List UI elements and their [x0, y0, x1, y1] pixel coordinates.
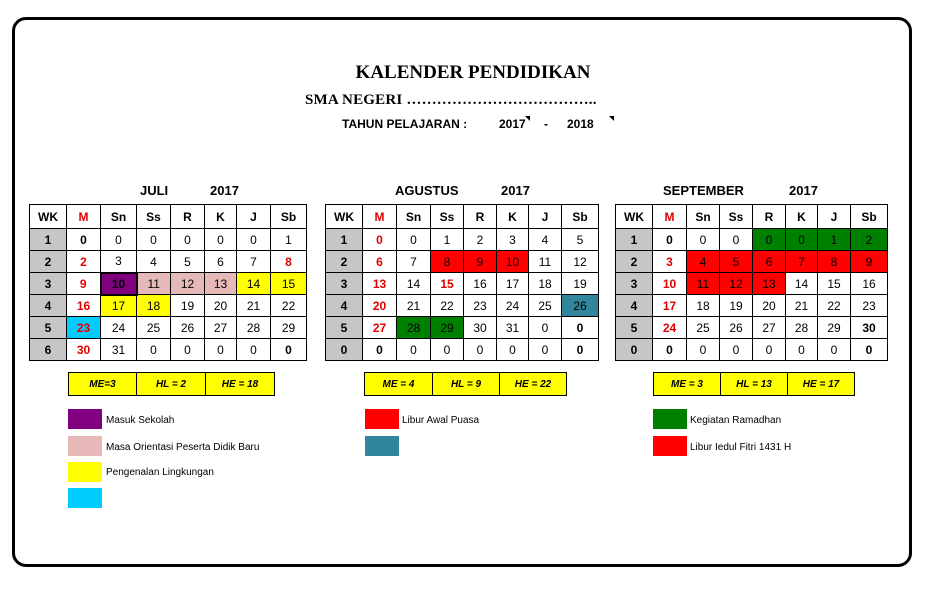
day-cell: 0	[562, 339, 599, 361]
day-header: J	[818, 205, 851, 229]
day-header: J	[237, 205, 271, 229]
week-number-cell: 4	[616, 295, 653, 317]
year-end: 2018	[567, 117, 594, 131]
day-cell: 0	[363, 339, 397, 361]
day-cell: 0	[529, 317, 562, 339]
day-cell: 9	[67, 273, 101, 295]
day-cell: 0	[653, 229, 687, 251]
day-cell: 7	[397, 251, 431, 273]
week-number-cell: 1	[30, 229, 67, 251]
day-cell: 0	[171, 229, 205, 251]
day-cell: 0	[720, 339, 753, 361]
month-year-september: 2017	[789, 183, 818, 198]
day-cell: 24	[497, 295, 529, 317]
day-cell: 2	[851, 229, 888, 251]
week-number-cell: 1	[326, 229, 363, 251]
week-number-cell: 1	[616, 229, 653, 251]
day-cell: 0	[397, 339, 431, 361]
day-cell: 25	[529, 295, 562, 317]
day-cell: 4	[137, 251, 171, 273]
day-cell: 16	[67, 295, 101, 317]
day-cell: 25	[137, 317, 171, 339]
day-cell: 13	[753, 273, 786, 295]
week-number-cell: 5	[616, 317, 653, 339]
day-cell: 27	[753, 317, 786, 339]
day-cell: 17	[101, 295, 137, 317]
day-cell: 30	[67, 339, 101, 361]
day-cell: 22	[271, 295, 307, 317]
week-number-cell: 0	[616, 339, 653, 361]
legend-mos: Masa Orientasi Peserta Didik Baru	[106, 442, 260, 453]
day-cell: 1	[818, 229, 851, 251]
summary-he: HE = 17	[788, 373, 855, 396]
day-cell: 10	[497, 251, 529, 273]
day-cell: 25	[687, 317, 720, 339]
day-cell: 27	[363, 317, 397, 339]
day-header: R	[753, 205, 786, 229]
day-cell: 0	[464, 339, 497, 361]
legend-swatch-cyan	[68, 488, 102, 508]
day-cell: 11	[137, 273, 171, 295]
day-cell: 7	[237, 251, 271, 273]
week-number-cell: 2	[326, 251, 363, 273]
year-dash: -	[544, 117, 548, 131]
day-cell: 26	[562, 295, 599, 317]
month-year-agustus: 2017	[501, 183, 530, 198]
day-cell: 29	[431, 317, 464, 339]
day-header: WK	[30, 205, 67, 229]
day-cell: 0	[171, 339, 205, 361]
day-cell: 4	[687, 251, 720, 273]
day-cell: 0	[205, 229, 237, 251]
legend-pengenalan: Pengenalan Lingkungan	[106, 467, 214, 478]
day-header: Ss	[720, 205, 753, 229]
legend-kegiatan-ramadhan: Kegiatan Ramadhan	[690, 415, 782, 426]
day-cell: 21	[786, 295, 818, 317]
summary-agustus	[364, 372, 567, 396]
legend-libur-iedul: Libur Iedul Fitri 1431 H	[690, 442, 792, 453]
day-cell: 15	[431, 273, 464, 295]
legend-swatch-teal	[365, 436, 399, 456]
week-number-cell: 2	[30, 251, 67, 273]
day-cell: 30	[464, 317, 497, 339]
day-cell: 18	[137, 295, 171, 317]
day-cell: 20	[753, 295, 786, 317]
day-cell: 5	[562, 229, 599, 251]
day-cell: 12	[171, 273, 205, 295]
calendar-agustus	[325, 204, 599, 361]
day-cell: 0	[786, 229, 818, 251]
day-cell: 0	[237, 229, 271, 251]
day-cell: 24	[653, 317, 687, 339]
day-cell: 0	[101, 229, 137, 251]
summary-me: ME=3	[69, 373, 137, 396]
legend-swatch-red	[365, 409, 399, 429]
week-number-cell: 5	[30, 317, 67, 339]
day-cell: 14	[237, 273, 271, 295]
calendar-september	[615, 204, 888, 361]
day-header: M	[363, 205, 397, 229]
day-cell: 1	[271, 229, 307, 251]
day-cell: 31	[101, 339, 137, 361]
day-header: WK	[326, 205, 363, 229]
day-cell: 2	[67, 251, 101, 273]
month-name-juli: JULI	[140, 183, 169, 198]
day-cell: 16	[851, 273, 888, 295]
day-cell: 17	[653, 295, 687, 317]
cell-comment-marker	[609, 116, 614, 121]
day-cell: 2	[464, 229, 497, 251]
day-header: Sn	[687, 205, 720, 229]
day-cell: 0	[431, 339, 464, 361]
calendar-juli	[29, 204, 307, 361]
day-header: Ss	[431, 205, 464, 229]
month-name-september: SEPTEMBER	[663, 183, 744, 198]
day-cell: 16	[464, 273, 497, 295]
day-header: R	[171, 205, 205, 229]
day-cell: 14	[786, 273, 818, 295]
day-cell: 5	[720, 251, 753, 273]
day-cell: 10	[101, 273, 137, 295]
day-cell: 0	[137, 339, 171, 361]
legend-swatch-pink	[68, 436, 102, 456]
day-cell: 22	[431, 295, 464, 317]
day-cell: 9	[464, 251, 497, 273]
day-header: R	[464, 205, 497, 229]
summary-he: HE = 18	[206, 373, 275, 396]
day-cell: 0	[397, 229, 431, 251]
day-cell: 5	[171, 251, 205, 273]
day-header: Sb	[851, 205, 888, 229]
day-cell: 0	[497, 339, 529, 361]
day-cell: 0	[237, 339, 271, 361]
day-cell: 0	[363, 229, 397, 251]
day-header: Sb	[271, 205, 307, 229]
summary-he: HE = 22	[500, 373, 567, 396]
day-cell: 0	[205, 339, 237, 361]
day-cell: 18	[687, 295, 720, 317]
day-cell: 31	[497, 317, 529, 339]
day-header: Sn	[101, 205, 137, 229]
day-header: Sb	[562, 205, 599, 229]
day-cell: 6	[753, 251, 786, 273]
day-cell: 0	[818, 339, 851, 361]
legend-swatch-yellow	[68, 462, 102, 482]
day-cell: 0	[67, 229, 101, 251]
day-cell: 27	[205, 317, 237, 339]
day-cell: 15	[271, 273, 307, 295]
day-cell: 0	[687, 229, 720, 251]
day-header: Ss	[137, 205, 171, 229]
day-cell: 29	[818, 317, 851, 339]
day-header: J	[529, 205, 562, 229]
month-name-agustus: AGUSTUS	[395, 183, 459, 198]
day-cell: 1	[431, 229, 464, 251]
day-cell: 26	[171, 317, 205, 339]
day-cell: 22	[818, 295, 851, 317]
day-cell: 23	[464, 295, 497, 317]
day-cell: 13	[363, 273, 397, 295]
summary-hl: HL = 13	[721, 373, 788, 396]
year-start: 2017	[499, 117, 526, 131]
day-cell: 8	[431, 251, 464, 273]
day-cell: 9	[851, 251, 888, 273]
day-cell: 20	[205, 295, 237, 317]
day-cell: 11	[529, 251, 562, 273]
day-cell: 0	[562, 317, 599, 339]
day-cell: 0	[137, 229, 171, 251]
day-cell: 0	[753, 339, 786, 361]
summary-me: ME = 3	[654, 373, 721, 396]
summary-september	[653, 372, 855, 396]
week-number-cell: 3	[616, 273, 653, 295]
day-cell: 12	[720, 273, 753, 295]
week-number-cell: 3	[326, 273, 363, 295]
day-cell: 6	[205, 251, 237, 273]
day-header: M	[67, 205, 101, 229]
day-cell: 19	[171, 295, 205, 317]
legend-swatch-red-2	[653, 436, 687, 456]
day-header: WK	[616, 205, 653, 229]
page-title: KALENDER PENDIDIKAN	[355, 62, 591, 83]
day-cell: 0	[529, 339, 562, 361]
day-cell: 24	[101, 317, 137, 339]
day-cell: 28	[397, 317, 431, 339]
day-cell: 17	[497, 273, 529, 295]
legend-masuk-sekolah: Masuk Sekolah	[106, 415, 175, 426]
week-number-cell: 3	[30, 273, 67, 295]
day-cell: 19	[562, 273, 599, 295]
summary-hl: HL = 2	[137, 373, 206, 396]
day-cell: 10	[653, 273, 687, 295]
day-cell: 0	[687, 339, 720, 361]
week-number-cell: 4	[326, 295, 363, 317]
day-cell: 0	[753, 229, 786, 251]
week-number-cell: 0	[326, 339, 363, 361]
day-cell: 28	[786, 317, 818, 339]
week-number-cell: 6	[30, 339, 67, 361]
month-year-juli: 2017	[210, 183, 239, 198]
day-cell: 6	[363, 251, 397, 273]
summary-hl: HL = 9	[433, 373, 500, 396]
school-name: SMA NEGERI ………………………………..	[305, 92, 597, 108]
legend-swatch-purple	[68, 409, 102, 429]
day-cell: 11	[687, 273, 720, 295]
day-cell: 21	[237, 295, 271, 317]
summary-me: ME = 4	[365, 373, 433, 396]
day-cell: 7	[786, 251, 818, 273]
day-cell: 0	[720, 229, 753, 251]
legend-swatch-green	[653, 409, 687, 429]
day-header: K	[786, 205, 818, 229]
day-cell: 18	[529, 273, 562, 295]
day-cell: 0	[653, 339, 687, 361]
day-cell: 23	[851, 295, 888, 317]
day-header: K	[205, 205, 237, 229]
summary-juli	[68, 372, 275, 396]
day-cell: 30	[851, 317, 888, 339]
day-cell: 26	[720, 317, 753, 339]
day-cell: 3	[101, 251, 137, 273]
week-number-cell: 2	[616, 251, 653, 273]
legend-libur-puasa: Libur Awal Puasa	[402, 415, 480, 426]
day-cell: 0	[271, 339, 307, 361]
day-cell: 12	[562, 251, 599, 273]
day-cell: 20	[363, 295, 397, 317]
cell-comment-marker	[525, 116, 530, 121]
day-cell: 21	[397, 295, 431, 317]
day-cell: 3	[653, 251, 687, 273]
day-cell: 0	[851, 339, 888, 361]
day-cell: 29	[271, 317, 307, 339]
day-cell: 28	[237, 317, 271, 339]
day-cell: 3	[497, 229, 529, 251]
day-cell: 19	[720, 295, 753, 317]
day-cell: 15	[818, 273, 851, 295]
day-cell: 4	[529, 229, 562, 251]
day-cell: 8	[818, 251, 851, 273]
day-cell: 0	[786, 339, 818, 361]
day-cell: 8	[271, 251, 307, 273]
day-header: Sn	[397, 205, 431, 229]
week-number-cell: 4	[30, 295, 67, 317]
day-cell: 13	[205, 273, 237, 295]
day-cell: 23	[67, 317, 101, 339]
day-cell: 14	[397, 273, 431, 295]
week-number-cell: 5	[326, 317, 363, 339]
year-label: TAHUN PELAJARAN :	[342, 117, 468, 131]
day-header: M	[653, 205, 687, 229]
day-header: K	[497, 205, 529, 229]
